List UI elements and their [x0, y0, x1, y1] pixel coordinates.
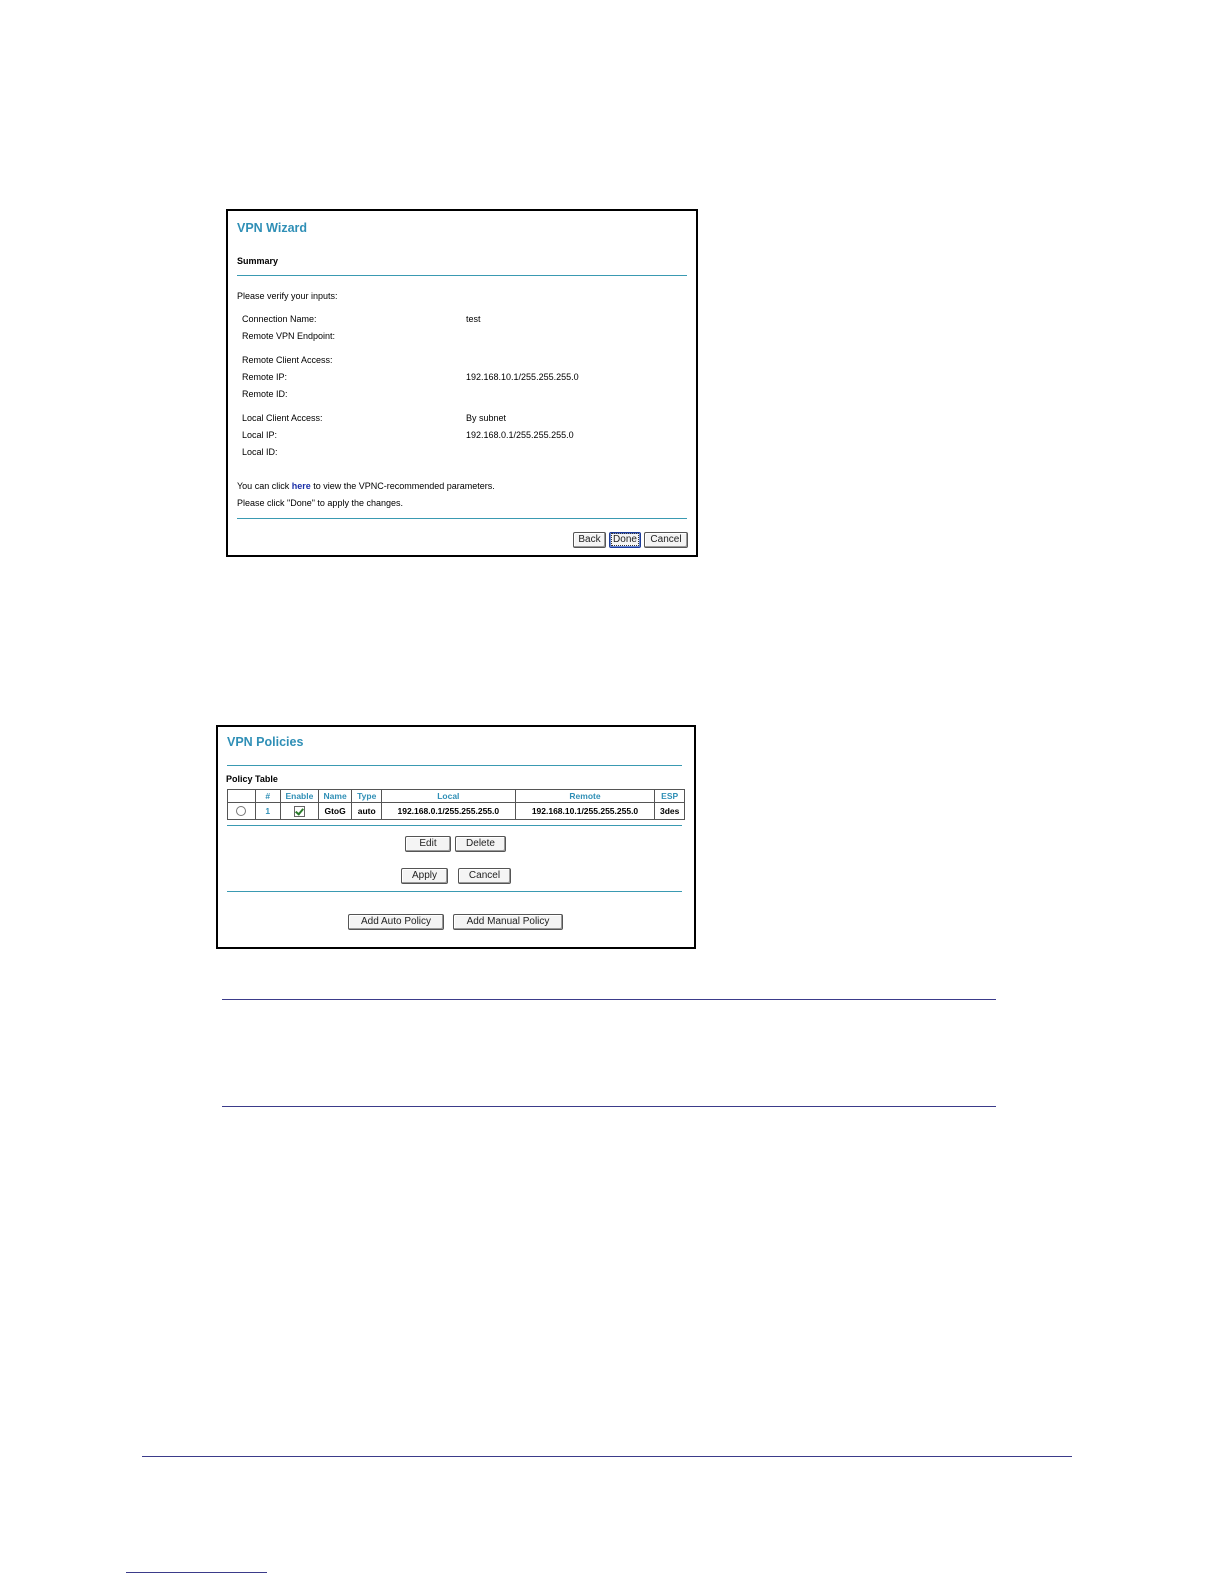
vpn-wizard-panel [226, 209, 698, 557]
wizard-title: VPN Wizard [237, 221, 308, 235]
table-row [228, 803, 685, 820]
label-local-id: Local ID: [242, 447, 278, 457]
row-select-cell [228, 803, 256, 820]
vpn-policies-panel [216, 725, 696, 949]
row-local: 192.168.0.1/255.255.255.0 [382, 803, 516, 820]
row-number: 1 [255, 803, 281, 820]
col-select [228, 790, 256, 803]
add-manual-policy-button[interactable]: Add Manual Policy [453, 914, 563, 930]
label-remote-id: Remote ID: [242, 389, 288, 399]
row-name: GtoG [318, 803, 352, 820]
apply-note: Please click "Done" to apply the changes. [237, 498, 403, 508]
value-remote-ip: 192.168.10.1/255.255.255.0 [466, 372, 579, 382]
section-divider [237, 275, 687, 276]
col-type: Type [352, 790, 382, 803]
edit-button[interactable]: Edit [405, 836, 451, 852]
label-remote-vpn-endpoint: Remote VPN Endpoint: [242, 331, 336, 341]
col-enable: Enable [281, 790, 319, 803]
row-type: auto [352, 803, 382, 820]
policies-cancel-button[interactable]: Cancel [458, 868, 511, 884]
enable-checkbox[interactable] [294, 806, 305, 817]
row-remote: 192.168.10.1/255.255.255.0 [515, 803, 655, 820]
value-local-client-access: By subnet [466, 413, 507, 423]
delete-button[interactable]: Delete [455, 836, 506, 852]
vpnc-note: You can click here to view the VPNC-recommended parameters. [237, 481, 495, 491]
wizard-section-heading: Summary [237, 256, 279, 266]
vpnc-parameters-link[interactable]: here [291, 481, 311, 491]
row-esp: 3des [655, 803, 685, 820]
footer-divider [237, 518, 687, 519]
label-remote-client-access: Remote Client Access: [242, 355, 333, 365]
footer-rule [142, 1456, 1072, 1457]
label-local-client-access: Local Client Access: [242, 413, 323, 423]
policy-table-label: Policy Table [226, 774, 278, 784]
row-radio-button[interactable] [236, 806, 246, 816]
label-connection-name: Connection Name: [242, 314, 317, 324]
buttons-divider [227, 891, 682, 892]
done-button[interactable]: Done [609, 532, 641, 548]
col-remote: Remote [515, 790, 655, 803]
label-remote-ip: Remote IP: [242, 372, 288, 382]
col-local: Local [382, 790, 516, 803]
title-divider [227, 765, 682, 766]
note-bottom-rule [222, 1106, 996, 1107]
add-auto-policy-button[interactable]: Add Auto Policy [348, 914, 444, 930]
verify-intro: Please verify your inputs: [237, 291, 338, 301]
policy-table-header [228, 790, 685, 803]
cancel-button[interactable]: Cancel [644, 532, 688, 548]
note-top-rule [222, 999, 996, 1000]
value-local-ip: 192.168.0.1/255.255.255.0 [466, 430, 574, 440]
label-local-ip: Local IP: [242, 430, 278, 440]
col-name: Name [318, 790, 352, 803]
apply-button[interactable]: Apply [401, 868, 448, 884]
row-enable-cell [281, 803, 319, 820]
back-button[interactable]: Back [573, 532, 606, 548]
policies-title: VPN Policies [227, 735, 304, 749]
value-connection-name: test [466, 314, 481, 324]
footnote-rule [126, 1572, 267, 1573]
col-number: # [255, 790, 281, 803]
policy-table [227, 789, 685, 820]
table-divider [227, 825, 682, 826]
col-esp: ESP [655, 790, 685, 803]
